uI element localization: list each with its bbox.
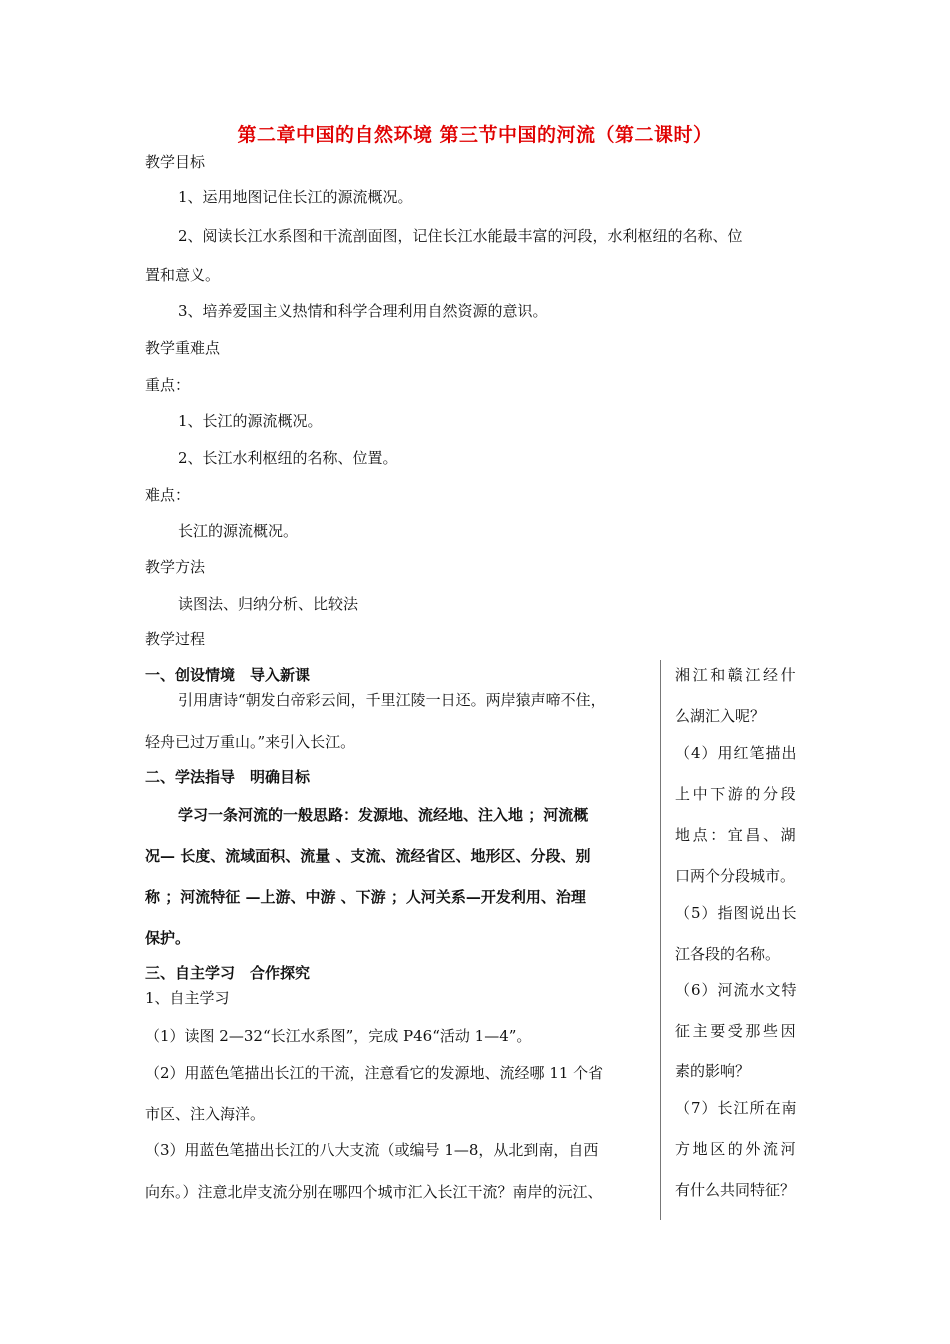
section-2-line-3: 称 ；河流特征 —上游、中游 、下游 ；人河关系—开发利用、治理 (145, 888, 586, 906)
right-line-14: 有什么共同特征？ (675, 1181, 796, 1199)
question-2-line-1: （2）用蓝色笔描出长江的干流，注意看它的发源地、流经哪 11 个省 (145, 1064, 604, 1082)
right-line-13: 方地区的外流河 (675, 1140, 799, 1158)
objective-item-3: 3、培养爱国主义热情和科学合理利用自然资源的意识。 (178, 302, 548, 320)
difficulty-label: 难点： (145, 486, 191, 504)
methods-heading: 教学方法 (145, 558, 206, 576)
right-line-10: 征主要受那些因 (675, 1022, 799, 1040)
section-3-subheading: 1、自主学习 (145, 989, 230, 1007)
section-2-line-1: 学习一条河流的一般思路：发源地、流经地、注入地 ；河流概 (178, 806, 589, 824)
section-2-line-4: 保护。 (145, 929, 191, 947)
right-line-6: 口两个分段城市。 (675, 867, 796, 885)
objectives-heading: 教学目标 (145, 153, 206, 171)
objective-item-1: 1、运用地图记住长江的源流概况。 (178, 188, 413, 206)
methods-text: 读图法、归纳分析、比较法 (178, 595, 359, 613)
right-line-11: 素的影响？ (675, 1062, 751, 1080)
right-line-2: 么湖汇入呢？ (675, 707, 766, 725)
section-1-heading: 一、创设情境 导入新课 (145, 666, 311, 684)
objective-item-2-line-1: 2、阅读长江水系图和干流剖面图，记住长江水能最丰富的河段，水利枢纽的名称、位 (178, 227, 743, 245)
right-line-4: 上中下游的分段 (675, 785, 799, 803)
question-3-line-2: 向东。）注意北岸支流分别在哪四个城市汇入长江干流？南岸的沅江、 (145, 1183, 603, 1201)
section-2-line-2: 况— 长度、流域面积、流量 、支流、流经省区、地形区、分段、别 (145, 847, 591, 865)
section-2-heading: 二、学法指导 明确目标 (145, 768, 311, 786)
right-line-3: （4）用红笔描出 (675, 744, 798, 762)
question-1: （1）读图 2—32“长江水系图”，完成 P46“活动 1—4”。 (145, 1027, 532, 1045)
page-title: 第二章中国的自然环境 第三节中国的河流（第二课时） (237, 124, 713, 146)
objective-item-2-line-2: 置和意义。 (145, 266, 221, 284)
question-2-line-2: 市区、注入海洋。 (145, 1105, 266, 1123)
right-line-8: 江各段的名称。 (675, 945, 781, 963)
difficulty-item-1: 长江的源流概况。 (178, 522, 299, 540)
section-3-heading: 三、自主学习 合作探究 (145, 964, 311, 982)
column-divider (660, 660, 661, 1220)
focus-item-2: 2、长江水利枢纽的名称、位置。 (178, 449, 398, 467)
focus-item-1: 1、长江的源流概况。 (178, 412, 323, 430)
section-1-line-1: 引用唐诗“朝发白帝彩云间，千里江陵一日还。两岸猿声啼不住， (178, 691, 606, 709)
question-3-line-1: （3）用蓝色笔描出长江的八大支流（或编号 1—8，从北到南，自西 (145, 1141, 599, 1159)
keypoints-heading: 教学重难点 (145, 339, 221, 357)
right-line-1: 湘江和赣江经什 (675, 666, 799, 684)
right-line-5: 地点：宜昌、湖 (675, 826, 799, 844)
section-1-line-2: 轻舟已过万重山。”来引入长江。 (145, 733, 356, 751)
right-line-7: （5）指图说出长 (675, 904, 798, 922)
right-line-12: （7）长江所在南 (675, 1099, 798, 1117)
focus-label: 重点： (145, 376, 191, 394)
process-heading: 教学过程 (145, 630, 206, 648)
right-line-9: （6）河流水文特 (675, 981, 798, 999)
